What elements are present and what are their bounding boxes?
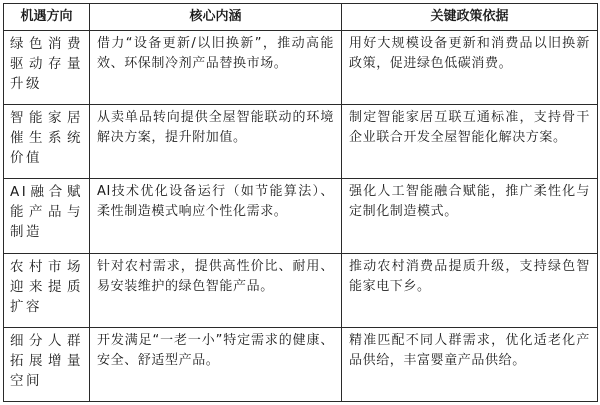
cell-core: 开发满足“一老一小”特定需求的健康、安全、舒适型产品。 [90, 327, 342, 401]
cell-policy: 精准匹配不同人群需求，优化适老化产品供给，丰富婴童产品供给。 [342, 327, 598, 401]
cell-core: AI技术优化设备运行（如节能算法）、柔性制造模式响应个性化需求。 [90, 179, 342, 253]
table-row [4, 179, 598, 253]
cell-core: 从卖单品转向提供全屋智能联动的环境解决方案，提升附加值。 [90, 105, 342, 179]
cell-direction: 细分人群拓展增量空间 [4, 327, 90, 401]
table-header-row [4, 4, 598, 31]
table-row [4, 105, 598, 179]
opportunity-policy-table [3, 3, 598, 402]
cell-core: 借力“设备更新/以旧换新”，推动高能效、环保制冷剂产品替换市场。 [90, 31, 342, 105]
cell-direction: 农村市场迎来提质扩容 [4, 253, 90, 327]
header-direction: 机遇方向 [4, 4, 90, 31]
header-policy: 关键政策依据 [342, 4, 598, 31]
table-row [4, 31, 598, 105]
cell-policy: 用好大规模设备更新和消费品以旧换新政策，促进绿色低碳消费。 [342, 31, 598, 105]
table-row [4, 327, 598, 401]
cell-core: 针对农村需求，提供高性价比、耐用、易安装维护的绿色智能产品。 [90, 253, 342, 327]
table-row [4, 253, 598, 327]
cell-direction: 绿色消费驱动存量升级 [4, 31, 90, 105]
cell-policy: 强化人工智能融合赋能，推广柔性化与定制化制造模式。 [342, 179, 598, 253]
header-core: 核心内涵 [90, 4, 342, 31]
cell-policy: 推动农村消费品提质升级，支持绿色智能家电下乡。 [342, 253, 598, 327]
cell-direction: 智能家居催生系统价值 [4, 105, 90, 179]
cell-direction: AI融合赋能产品与制造 [4, 179, 90, 253]
cell-policy: 制定智能家居互联互通标准，支持骨干企业联合开发全屋智能化解决方案。 [342, 105, 598, 179]
policy-table-container [3, 3, 597, 402]
